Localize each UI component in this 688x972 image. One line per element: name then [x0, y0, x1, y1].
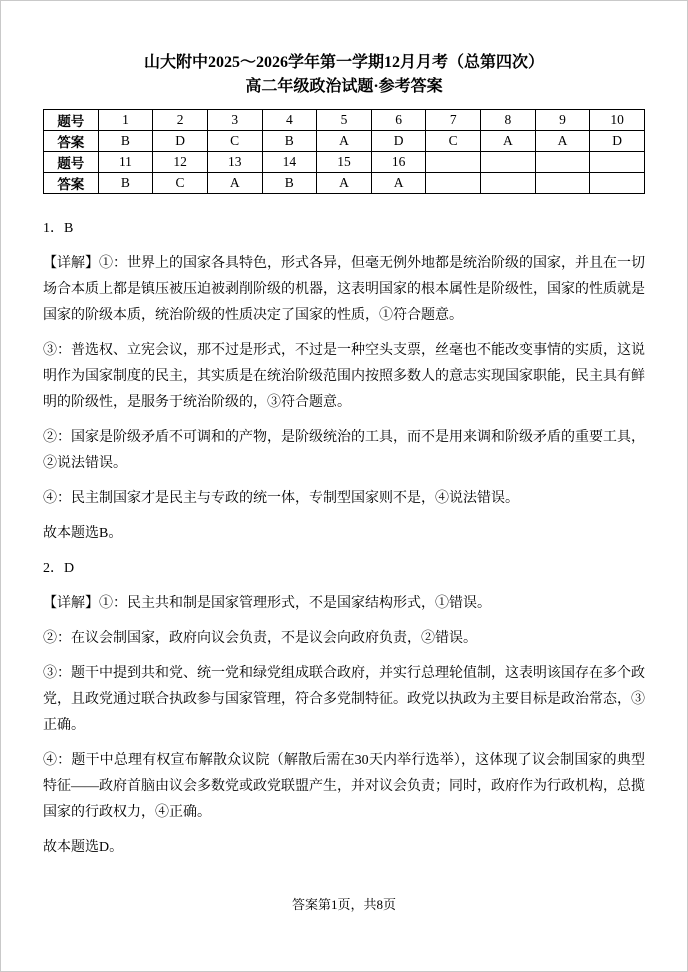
answer-cell: C — [426, 131, 481, 152]
answer-cell: 1 — [98, 110, 153, 131]
document-page — [1, 1, 687, 971]
answer-cell: 4 — [262, 110, 317, 131]
answer-cell: B — [98, 173, 153, 194]
answer-cell: 13 — [207, 152, 262, 173]
answer-table — [43, 109, 645, 194]
answer-paragraph: 故本题选D。 — [43, 840, 124, 855]
answer-cell: A — [481, 131, 536, 152]
row-header-cell: 题号 — [44, 152, 99, 173]
document-subtitle: 高二年级政治试题·参考答案 — [245, 78, 443, 95]
answer-paragraph: ②：国家是阶级矛盾不可调和的产物，是阶级统治的工具，而不是用来调和阶级矛盾的重要工具，②说法错误。 — [43, 430, 645, 471]
answer-cell: 9 — [535, 110, 590, 131]
answer-cell: 11 — [98, 152, 153, 173]
answer-paragraph: 1．B — [43, 221, 74, 236]
answer-cell: 3 — [207, 110, 262, 131]
answer-cell: A — [317, 173, 372, 194]
table-row — [44, 131, 645, 152]
answer-cell: 16 — [371, 152, 426, 173]
answer-cell: 10 — [590, 110, 645, 131]
answer-cell: A — [317, 131, 372, 152]
answer-cell: A — [207, 173, 262, 194]
answer-cell: A — [371, 173, 426, 194]
answer-cell: D — [590, 131, 645, 152]
answer-cell — [481, 173, 536, 194]
answer-paragraph: 【详解】①：世界上的国家各具特色，形式各异，但毫无例外地都是统治阶级的国家，并且在一切场合本质上都是镇压被压迫被剥削阶级的机器，这表明国家的根本属性是阶级性，国家的性质就是国家的阶级本质，统治阶级的性质决定了国家的性质，①符合题意。 — [43, 256, 645, 323]
answer-paragraph: 2．D — [43, 561, 75, 576]
answer-paragraph: ③：题干中提到共和党、统一党和绿党组成联合政府，并实行总理轮值制，这表明该国存在多个政党，且政党通过联合执政参与国家管理，符合多党制特征。政党以执政为主要目标是政治常态，③正确。 — [43, 666, 645, 733]
answer-cell: 14 — [262, 152, 317, 173]
answer-cell: 6 — [371, 110, 426, 131]
answer-table-body — [44, 110, 645, 194]
answer-cell: D — [153, 131, 208, 152]
answer-cell — [426, 152, 481, 173]
answer-cell: 7 — [426, 110, 481, 131]
answer-body — [43, 216, 645, 870]
answer-cell — [535, 173, 590, 194]
answer-cell — [590, 152, 645, 173]
answer-cell — [590, 173, 645, 194]
answer-cell: D — [371, 131, 426, 152]
answer-paragraph: ③：普选权、立宪会议，那不过是形式，不过是一种空头支票，丝毫也不能改变事情的实质，这说明作为国家制度的民主，其实质是在统治阶级范围内按照多数人的意志实现国家职能，民主具有鲜明的阶级性，是服务于统治阶级的，③符合题意。 — [43, 343, 645, 410]
answer-cell: 2 — [153, 110, 208, 131]
page-footer: 答案第1页，共8页 — [291, 897, 396, 912]
answer-cell: 5 — [317, 110, 372, 131]
answer-cell: 12 — [153, 152, 208, 173]
answer-cell: C — [207, 131, 262, 152]
answer-cell: 8 — [481, 110, 536, 131]
answer-paragraph: ④：民主制国家才是民主与专政的统一体，专制型国家则不是，④说法错误。 — [43, 491, 519, 506]
row-header-cell: 答案 — [44, 131, 99, 152]
answer-cell: 15 — [317, 152, 372, 173]
answer-cell: A — [535, 131, 590, 152]
document-title: 山大附中2025～2026学年第一学期12月月考（总第四次） — [143, 54, 544, 71]
table-row — [44, 152, 645, 173]
answer-cell — [535, 152, 590, 173]
row-header-cell: 题号 — [44, 110, 99, 131]
answer-cell: B — [262, 131, 317, 152]
answer-cell: C — [153, 173, 208, 194]
answer-paragraph: ④：题干中总理有权宣布解散众议院（解散后需在30天内举行选举），这体现了议会制国家的典型特征——政府首脑由议会多数党或政党联盟产生，并对议会负责；同时，政府作为行政机构，总揽国家的行政权力，④正确。 — [43, 753, 645, 820]
answer-paragraph: 故本题选B。 — [43, 526, 123, 541]
answer-cell: B — [262, 173, 317, 194]
answer-cell — [426, 173, 481, 194]
row-header-cell: 答案 — [44, 173, 99, 194]
answer-cell — [481, 152, 536, 173]
answer-cell: B — [98, 131, 153, 152]
answer-paragraph: ②：在议会制国家，政府向议会负责，不是议会向政府负责，②错误。 — [43, 631, 477, 646]
table-row — [44, 173, 645, 194]
answer-paragraph: 【详解】①：民主共和制是国家管理形式，不是国家结构形式，①错误。 — [43, 596, 491, 611]
table-row — [44, 110, 645, 131]
